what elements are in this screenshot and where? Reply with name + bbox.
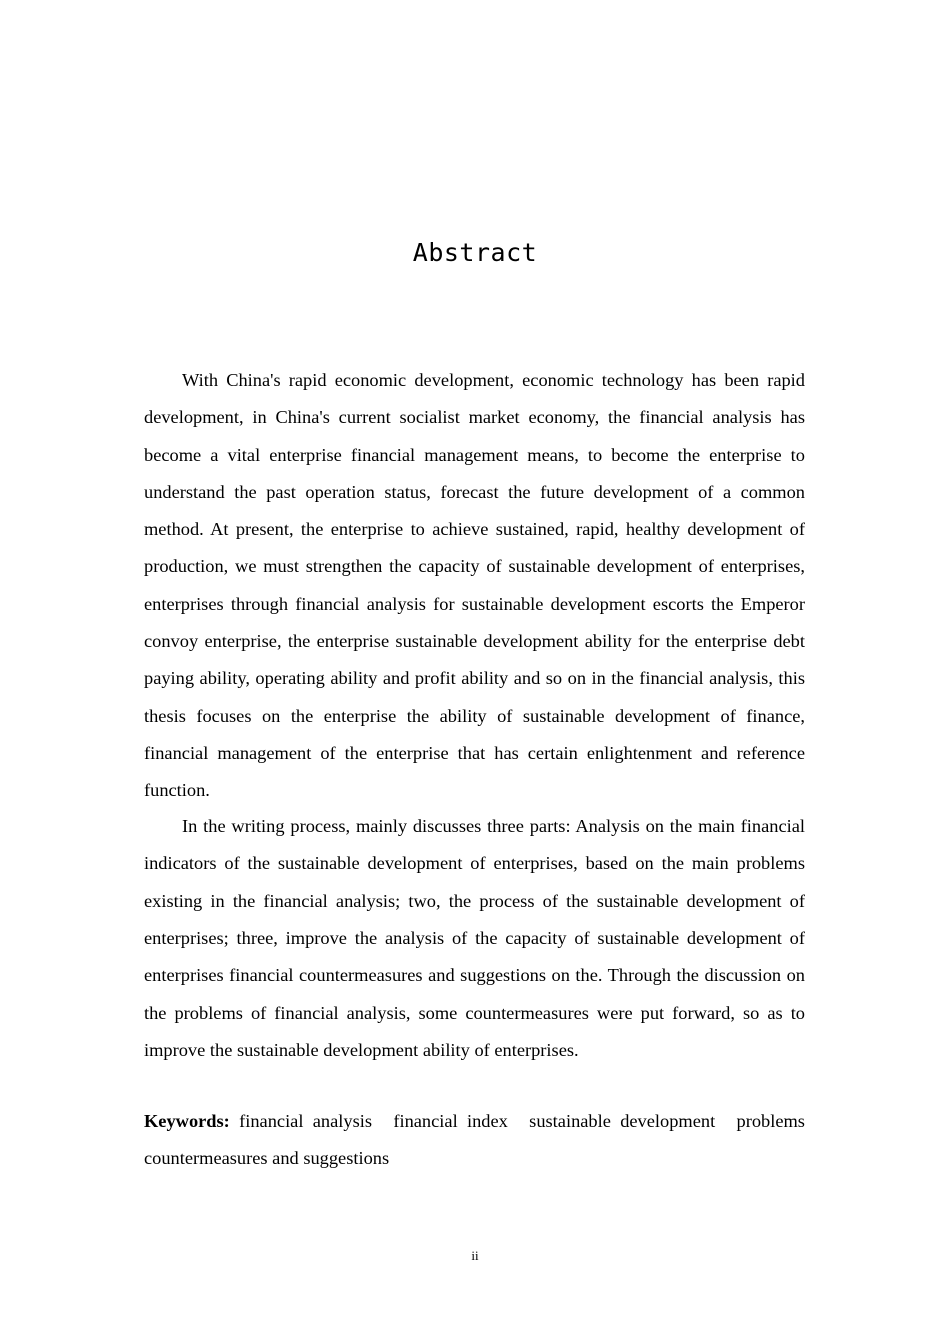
page-number: ii bbox=[471, 1248, 479, 1263]
abstract-paragraph: With China's rapid economic development, economic technology has been rapid development, in China's current socialist market economy, the financial analysis has become a vital enterprise financial management means, to become the enterprise to understand the past operation status, forecast the future development of a common method. At present, the enterprise to achieve sustained, rapid, healthy development of production, we must strengthen the capacity of sustainable development of enterprises, enterprises through financial analysis for sustainable development escorts the Emperor convoy enterprise, the enterprise sustainable development ability for the enterprise debt paying ability, operating ability and profit ability and so on in the financial analysis, this thesis focuses on the enterprise the ability of sustainable development of finance, financial management of the enterprise that has certain enlightenment and reference function. bbox=[144, 370, 805, 801]
keyword-term: sustainable development bbox=[529, 1111, 716, 1131]
keywords-line bbox=[144, 1103, 805, 1178]
abstract-paragraph: In the writing process, mainly discusses three parts: Analysis on the main financial indicators of the sustainable development of enterprises, based on the main problems existing in the financial analysis; two, the process of the sustainable development of enterprises; three, improve the analysis of the capacity of sustainable development of enterprises financial countermeasures and suggestions on the. Through the discussion on the problems of financial analysis, some countermeasures were put forward, so as to improve the sustainable development ability of enterprises. bbox=[144, 816, 805, 1060]
keywords-label: Keywords: bbox=[144, 1111, 230, 1131]
abstract-title: Abstract bbox=[412, 238, 538, 267]
keyword-term: financial index bbox=[393, 1111, 508, 1131]
keyword-term: countermeasures and suggestions bbox=[144, 1148, 390, 1169]
abstract-body bbox=[144, 362, 805, 1069]
keyword-term: problems bbox=[736, 1111, 805, 1131]
keyword-term: financial analysis bbox=[239, 1111, 373, 1131]
